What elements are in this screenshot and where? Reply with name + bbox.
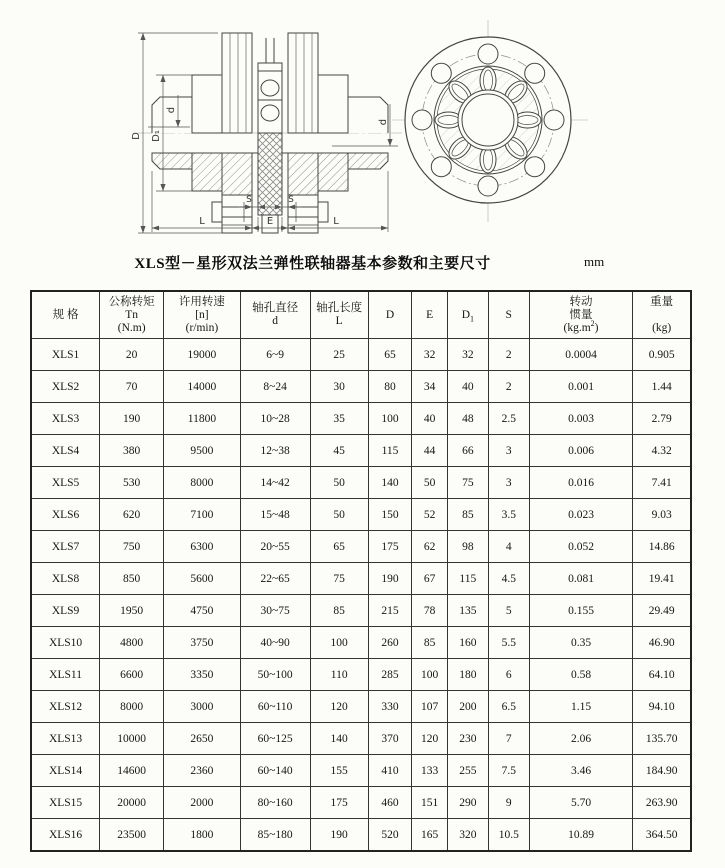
column-header: 公称转矩 Tn (N.m) (100, 291, 164, 339)
table-row (31, 627, 691, 659)
table-row (31, 563, 691, 595)
value-cell: 750 (100, 531, 164, 563)
value-cell: 133 (412, 755, 448, 787)
value-cell: 1950 (100, 595, 164, 627)
table-row (31, 371, 691, 403)
dim-label-d-left: d (166, 106, 177, 114)
value-cell: 150 (368, 499, 412, 531)
collar-right (318, 75, 348, 133)
value-cell: 48 (447, 403, 488, 435)
value-cell: 20000 (100, 787, 164, 819)
value-cell: 120 (310, 691, 368, 723)
value-cell: 7100 (164, 499, 241, 531)
flange-right (288, 33, 318, 133)
value-cell: 45 (310, 435, 368, 467)
value-cell: 285 (368, 659, 412, 691)
spec-cell: XLS7 (31, 531, 100, 563)
value-cell: 65 (368, 339, 412, 371)
value-cell: 3 (488, 467, 529, 499)
value-cell: 20~55 (240, 531, 310, 563)
value-cell: 10~28 (240, 403, 310, 435)
column-header: D (368, 291, 412, 339)
spec-cell: XLS2 (31, 371, 100, 403)
value-cell: 70 (100, 371, 164, 403)
value-cell: 184.90 (633, 755, 691, 787)
value-cell: 115 (447, 563, 488, 595)
value-cell: 85~180 (240, 819, 310, 852)
value-cell: 4800 (100, 627, 164, 659)
value-cell: 44 (412, 435, 448, 467)
value-cell: 6~9 (240, 339, 310, 371)
value-cell: 3.5 (488, 499, 529, 531)
table-wrap (30, 290, 692, 852)
value-cell: 40~90 (240, 627, 310, 659)
value-cell: 52 (412, 499, 448, 531)
value-cell: 40 (447, 371, 488, 403)
value-cell: 380 (100, 435, 164, 467)
value-cell: 2360 (164, 755, 241, 787)
dim-label-E: E (266, 216, 274, 227)
value-cell: 64.10 (633, 659, 691, 691)
spec-cell: XLS5 (31, 467, 100, 499)
column-header: 轴孔直径 d (240, 291, 310, 339)
value-cell: 4 (488, 531, 529, 563)
table-row (31, 467, 691, 499)
table-header-row (31, 291, 691, 339)
value-cell: 0.016 (529, 467, 633, 499)
value-cell: 100 (310, 627, 368, 659)
value-cell: 78 (412, 595, 448, 627)
value-cell: 100 (368, 403, 412, 435)
value-cell: 19.41 (633, 563, 691, 595)
value-cell: 7.5 (488, 755, 529, 787)
value-cell: 115 (368, 435, 412, 467)
value-cell: 15~48 (240, 499, 310, 531)
value-cell: 140 (310, 723, 368, 755)
value-cell: 3.46 (529, 755, 633, 787)
value-cell: 94.10 (633, 691, 691, 723)
value-cell: 85 (447, 499, 488, 531)
value-cell: 175 (310, 787, 368, 819)
value-cell: 75 (310, 563, 368, 595)
value-cell: 263.90 (633, 787, 691, 819)
value-cell: 25 (310, 339, 368, 371)
spec-cell: XLS15 (31, 787, 100, 819)
value-cell: 60~110 (240, 691, 310, 723)
value-cell: 200 (447, 691, 488, 723)
value-cell: 260 (368, 627, 412, 659)
value-cell: 19000 (164, 339, 241, 371)
value-cell: 107 (412, 691, 448, 723)
value-cell: 110 (310, 659, 368, 691)
dim-label-L-right: L (333, 216, 339, 227)
value-cell: 330 (368, 691, 412, 723)
value-cell: 32 (412, 339, 448, 371)
value-cell: 5600 (164, 563, 241, 595)
spec-cell: XLS6 (31, 499, 100, 531)
table-row (31, 531, 691, 563)
spec-cell: XLS14 (31, 755, 100, 787)
value-cell: 5 (488, 595, 529, 627)
title-bar (0, 252, 725, 278)
value-cell: 410 (368, 755, 412, 787)
coupling-drawing-svg (0, 0, 725, 250)
section-hatch-right (288, 153, 388, 195)
table-row (31, 403, 691, 435)
value-cell: 530 (100, 467, 164, 499)
column-header: $D_1$ (447, 291, 488, 339)
value-cell: 32 (447, 339, 488, 371)
value-cell: 3 (488, 435, 529, 467)
value-cell: 30 (310, 371, 368, 403)
dim-label-D1: D₁ (151, 130, 162, 142)
value-cell: 7.41 (633, 467, 691, 499)
flange-left (222, 33, 252, 133)
value-cell: 215 (368, 595, 412, 627)
column-header: 转动 惯量 $(kg.m^2)$ (529, 291, 633, 339)
value-cell: 11800 (164, 403, 241, 435)
value-cell: 520 (368, 819, 412, 852)
value-cell: 160 (447, 627, 488, 659)
value-cell: 50~100 (240, 659, 310, 691)
side-view-drawing (131, 33, 402, 233)
value-cell: 14600 (100, 755, 164, 787)
value-cell: 98 (447, 531, 488, 563)
value-cell: 7 (488, 723, 529, 755)
value-cell: 3750 (164, 627, 241, 659)
spec-cell: XLS3 (31, 403, 100, 435)
value-cell: 0.0004 (529, 339, 633, 371)
table-row (31, 435, 691, 467)
value-cell: 50 (310, 499, 368, 531)
params-table (30, 290, 692, 852)
value-cell: 1.15 (529, 691, 633, 723)
value-cell: 2.5 (488, 403, 529, 435)
value-cell: 14~42 (240, 467, 310, 499)
dim-label-L-left: L (199, 216, 205, 227)
value-cell: 5.5 (488, 627, 529, 659)
hub-left (152, 97, 192, 133)
value-cell: 0.905 (633, 339, 691, 371)
value-cell: 85 (310, 595, 368, 627)
value-cell: 1.44 (633, 371, 691, 403)
value-cell: 66 (447, 435, 488, 467)
value-cell: 175 (368, 531, 412, 563)
value-cell: 100 (412, 659, 448, 691)
spec-cell: XLS12 (31, 691, 100, 723)
value-cell: 29.49 (633, 595, 691, 627)
value-cell: 2 (488, 371, 529, 403)
table-row (31, 723, 691, 755)
column-header: 许用转速 [n] (r/min) (164, 291, 241, 339)
value-cell: 9.03 (633, 499, 691, 531)
value-cell: 255 (447, 755, 488, 787)
value-cell: 6300 (164, 531, 241, 563)
value-cell: 850 (100, 563, 164, 595)
section-hatch-left (152, 153, 252, 195)
value-cell: 4.5 (488, 563, 529, 595)
table-row (31, 787, 691, 819)
dim-label-D: D (131, 132, 142, 140)
value-cell: 3000 (164, 691, 241, 723)
value-cell: 2.06 (529, 723, 633, 755)
value-cell: 85 (412, 627, 448, 659)
table-row (31, 659, 691, 691)
value-cell: 6 (488, 659, 529, 691)
value-cell: 620 (100, 499, 164, 531)
front-view-drawing (392, 20, 588, 222)
value-cell: 34 (412, 371, 448, 403)
spec-cell: XLS13 (31, 723, 100, 755)
value-cell: 0.052 (529, 531, 633, 563)
value-cell: 60~125 (240, 723, 310, 755)
column-header: E (412, 291, 448, 339)
value-cell: 80~160 (240, 787, 310, 819)
value-cell: 10000 (100, 723, 164, 755)
value-cell: 8000 (164, 467, 241, 499)
value-cell: 20 (100, 339, 164, 371)
technical-drawing (0, 0, 725, 250)
value-cell: 0.155 (529, 595, 633, 627)
value-cell: 9 (488, 787, 529, 819)
value-cell: 151 (412, 787, 448, 819)
table-body (31, 339, 691, 852)
value-cell: 135.70 (633, 723, 691, 755)
value-cell: 8~24 (240, 371, 310, 403)
spec-cell: XLS8 (31, 563, 100, 595)
value-cell: 0.58 (529, 659, 633, 691)
spec-cell: XLS10 (31, 627, 100, 659)
table-row (31, 691, 691, 723)
unit-label: mm (584, 254, 605, 269)
value-cell: 4750 (164, 595, 241, 627)
value-cell: 80 (368, 371, 412, 403)
value-cell: 364.50 (633, 819, 691, 852)
spec-cell: XLS9 (31, 595, 100, 627)
value-cell: 2000 (164, 787, 241, 819)
value-cell: 120 (412, 723, 448, 755)
value-cell: 290 (447, 787, 488, 819)
value-cell: 50 (310, 467, 368, 499)
value-cell: 10.89 (529, 819, 633, 852)
value-cell: 0.081 (529, 563, 633, 595)
value-cell: 180 (447, 659, 488, 691)
dim-label-d-right: d (378, 118, 389, 126)
value-cell: 14.86 (633, 531, 691, 563)
value-cell: 67 (412, 563, 448, 595)
value-cell: 65 (310, 531, 368, 563)
value-cell: 1800 (164, 819, 241, 852)
value-cell: 190 (100, 403, 164, 435)
value-cell: 23500 (100, 819, 164, 852)
value-cell: 22~65 (240, 563, 310, 595)
page-title: XLS型－星形双法兰弹性联轴器基本参数和主要尺寸 (134, 256, 491, 272)
value-cell: 190 (368, 563, 412, 595)
value-cell: 60~140 (240, 755, 310, 787)
value-cell: 14000 (164, 371, 241, 403)
table-row (31, 755, 691, 787)
value-cell: 5.70 (529, 787, 633, 819)
value-cell: 0.003 (529, 403, 633, 435)
value-cell: 0.001 (529, 371, 633, 403)
collar-left (192, 75, 222, 133)
table-row (31, 595, 691, 627)
hub-right (348, 97, 388, 133)
spec-cell: XLS11 (31, 659, 100, 691)
table-row (31, 819, 691, 852)
value-cell: 4.32 (633, 435, 691, 467)
value-cell: 2.79 (633, 403, 691, 435)
dim-label-S-right: S (288, 195, 294, 205)
value-cell: 50 (412, 467, 448, 499)
value-cell: 370 (368, 723, 412, 755)
star-element-section-lower (258, 133, 282, 215)
value-cell: 10.5 (488, 819, 529, 852)
value-cell: 165 (412, 819, 448, 852)
value-cell: 0.023 (529, 499, 633, 531)
value-cell: 62 (412, 531, 448, 563)
value-cell: 2650 (164, 723, 241, 755)
value-cell: 0.006 (529, 435, 633, 467)
value-cell: 35 (310, 403, 368, 435)
spec-cell: XLS1 (31, 339, 100, 371)
value-cell: 8000 (100, 691, 164, 723)
value-cell: 6.5 (488, 691, 529, 723)
star-element-section-upper (258, 38, 282, 133)
value-cell: 46.90 (633, 627, 691, 659)
table-row (31, 499, 691, 531)
value-cell: 40 (412, 403, 448, 435)
value-cell: 30~75 (240, 595, 310, 627)
value-cell: 135 (447, 595, 488, 627)
value-cell: 2 (488, 339, 529, 371)
spec-cell: XLS16 (31, 819, 100, 852)
value-cell: 230 (447, 723, 488, 755)
value-cell: 0.35 (529, 627, 633, 659)
table-row (31, 339, 691, 371)
value-cell: 155 (310, 755, 368, 787)
value-cell: 9500 (164, 435, 241, 467)
value-cell: 320 (447, 819, 488, 852)
value-cell: 6600 (100, 659, 164, 691)
spec-cell: XLS4 (31, 435, 100, 467)
value-cell: 460 (368, 787, 412, 819)
hub-ring-circle (458, 90, 518, 150)
column-header: 规 格 (31, 291, 100, 339)
column-header: 重量 (kg) (633, 291, 691, 339)
value-cell: 3350 (164, 659, 241, 691)
dim-label-S-left: S (246, 195, 252, 205)
column-header: S (488, 291, 529, 339)
value-cell: 75 (447, 467, 488, 499)
value-cell: 140 (368, 467, 412, 499)
value-cell: 190 (310, 819, 368, 852)
column-header: 轴孔长度 L (310, 291, 368, 339)
value-cell: 12~38 (240, 435, 310, 467)
